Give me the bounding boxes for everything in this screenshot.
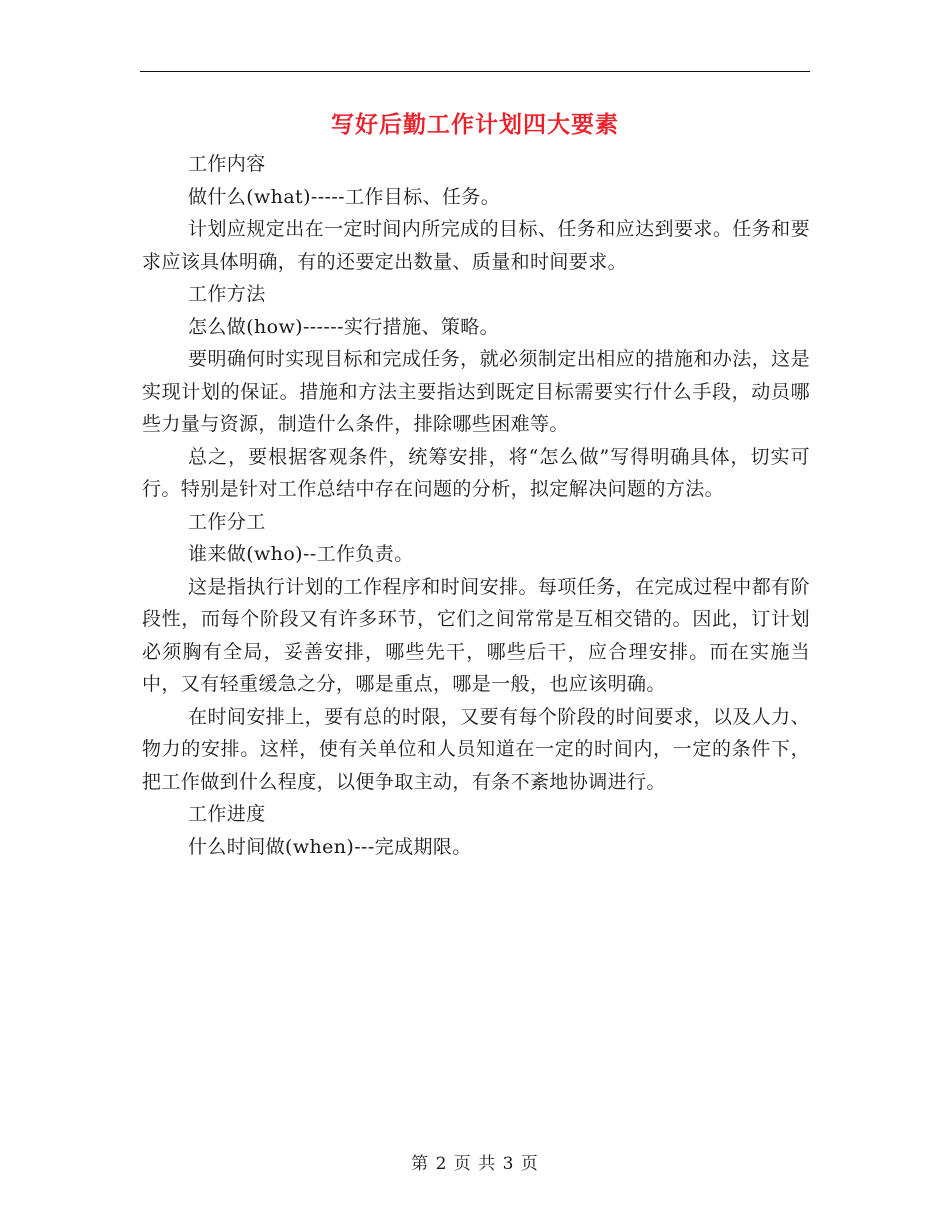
document-body <box>142 148 810 863</box>
page-number-footer: 第 2 页 共 3 页 <box>411 1154 539 1174</box>
paragraph: 工作方法 <box>188 283 266 305</box>
paragraph: 这是指执行计划的工作程序和时间安排。每项任务，在完成过程中都有阶段性，而每个阶段又有许多环节，它们之间常常是互相交错的。因此，订计划必须胸有全局，妥善安排，哪些先干，哪些后干，应合理安排。而在实施当中，又有轻重缓急之分，哪是重点，哪是一般，也应该明确。 <box>142 575 810 695</box>
paragraph: 要明确何时实现目标和完成任务，就必须制定出相应的措施和办法，这是实现计划的保证。措施和方法主要指达到既定目标需要实行什么手段，动员哪些力量与资源，制造什么条件，排除哪些困难等。 <box>142 348 810 435</box>
paragraph: 什么时间做(when)---完成期限。 <box>188 835 472 858</box>
paragraph: 谁来做(who)--工作负责。 <box>188 543 414 565</box>
paragraph: 总之，要根据客观条件，统筹安排，将“怎么做”写得明确具体，切实可行。特别是针对工作总结中存在问题的分析，拟定解决问题的方法。 <box>142 445 810 500</box>
header-rule <box>140 71 810 72</box>
paragraph: 怎么做(how)------实行措施、策略。 <box>188 315 500 338</box>
paragraph: 做什么(what)-----工作目标、任务。 <box>188 185 501 208</box>
paragraph: 工作内容 <box>188 153 266 175</box>
paragraph: 在时间安排上，要有总的时限，又要有每个阶段的时间要求，以及人力、物力的安排。这样，使有关单位和人员知道在一定的时间内，一定的条件下，把工作做到什么程度，以便争取主动，有条不紊地协调进行。 <box>142 705 810 793</box>
paragraph: 工作进度 <box>188 803 266 825</box>
paragraph: 工作分工 <box>188 510 266 533</box>
paragraph: 计划应规定出在一定时间内所完成的目标、任务和应达到要求。任务和要求应该具体明确，有的还要定出数量、质量和时间要求。 <box>142 218 810 273</box>
document-title: 写好后勤工作计划四大要素 <box>331 111 619 138</box>
